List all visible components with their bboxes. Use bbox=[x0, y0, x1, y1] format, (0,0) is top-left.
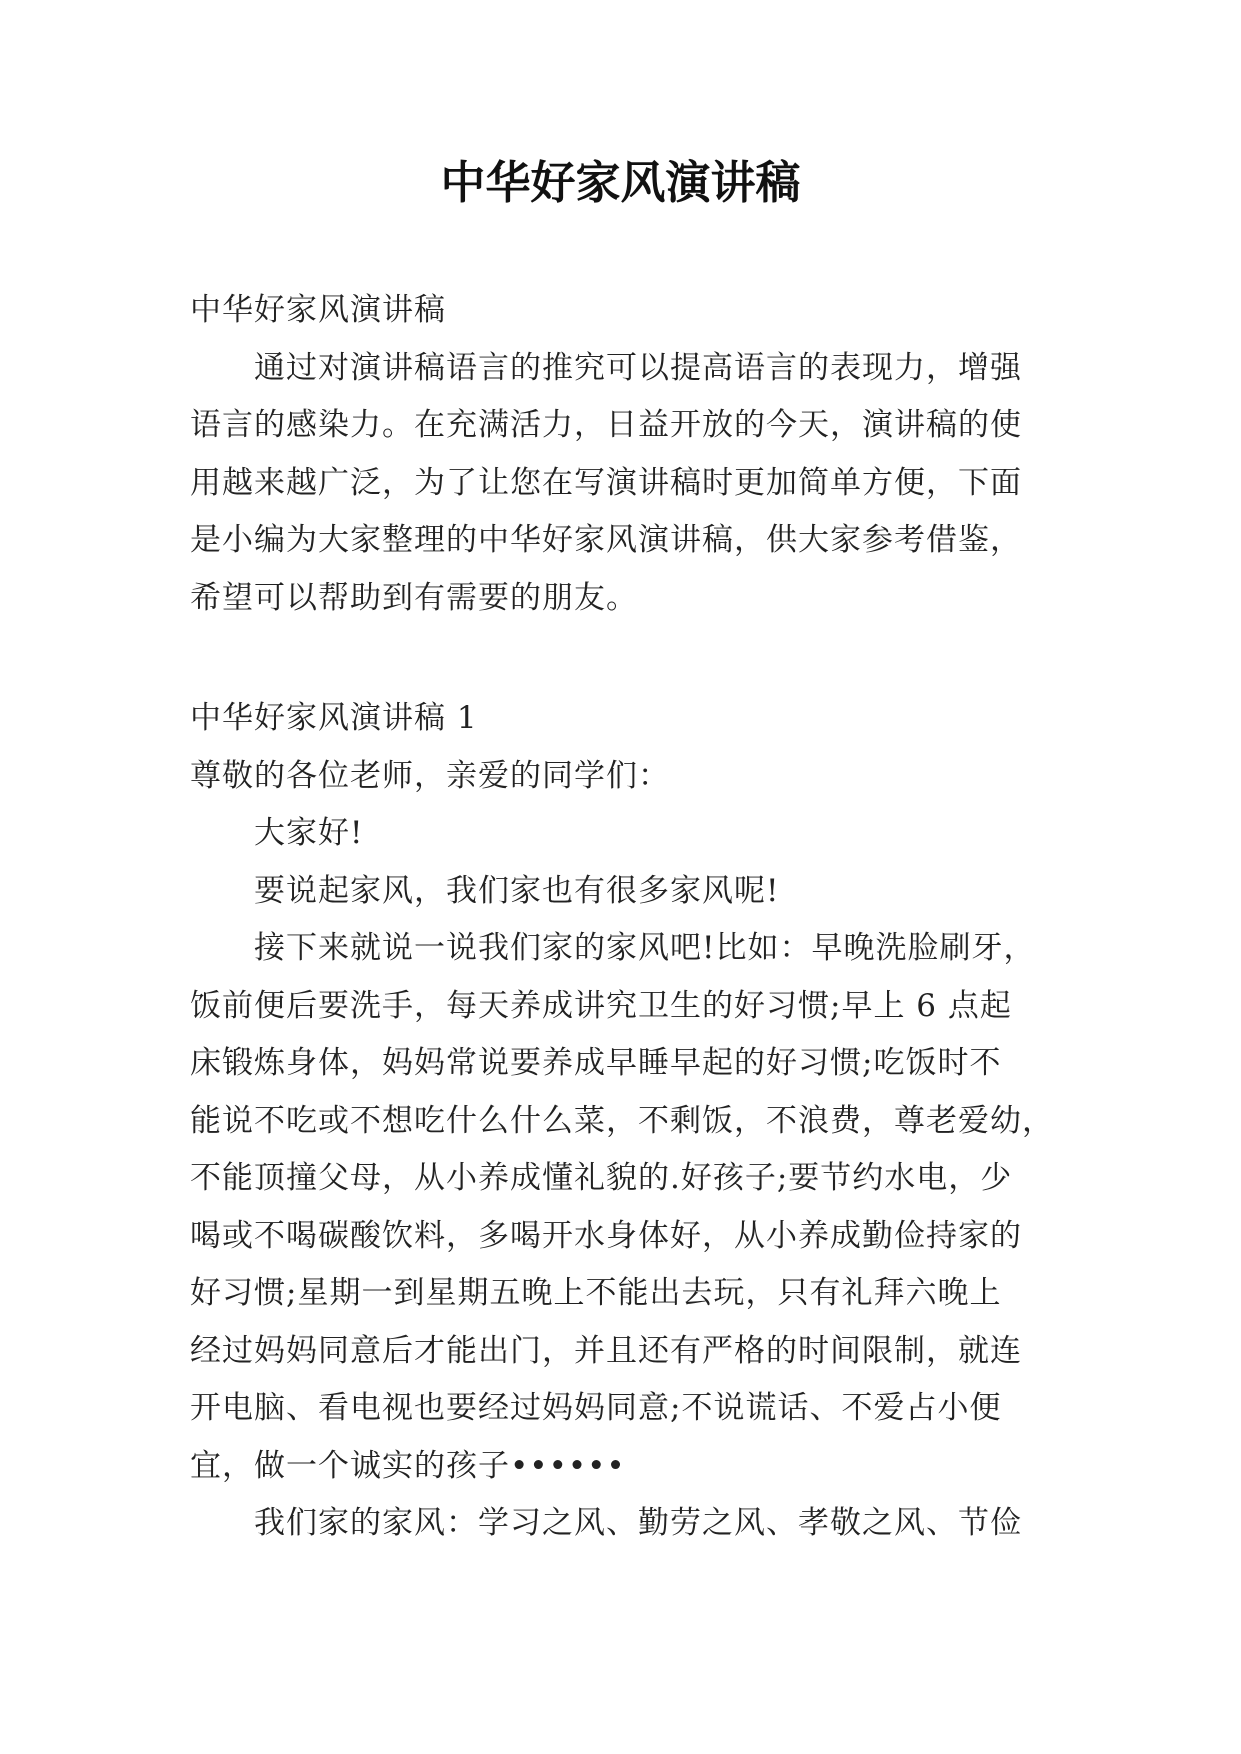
paragraph-line: 接下来就说一说我们家的家风吧!比如：早晚洗脸刷牙， bbox=[190, 930, 1036, 966]
subtitle-line: 中华好家风演讲稿 bbox=[190, 292, 446, 328]
paragraph-line: 开电脑、看电视也要经过妈妈同意;不说谎话、不爱占小便 bbox=[190, 1390, 1002, 1426]
paragraph-line: 饭前便后要洗手，每天养成讲究卫生的好习惯;早上 6 点起 bbox=[190, 987, 1012, 1024]
paragraph-line: 通过对演讲稿语言的推究可以提高语言的表现力，增强 bbox=[190, 349, 1022, 386]
paragraph-line: 大家好! bbox=[190, 815, 364, 851]
document-title: 中华好家风演讲稿 bbox=[440, 156, 801, 209]
salutation-line: 尊敬的各位老师，亲爱的同学们： bbox=[190, 757, 670, 794]
paragraph-line: 是小编为大家整理的中华好家风演讲稿，供大家参考借鉴， bbox=[190, 522, 1022, 558]
section-spacer bbox=[190, 627, 1070, 690]
paragraph-line: 床锻炼身体，妈妈常说要养成早睡早起的好习惯;吃饭时不 bbox=[190, 1045, 1002, 1081]
paragraph-line: 宜，做一个诚实的孩子•••••• bbox=[190, 1447, 626, 1484]
paragraph-line: 用越来越广泛，为了让您在写演讲稿时更加简单方便，下面 bbox=[190, 464, 1022, 501]
paragraph-line: 经过妈妈同意后才能出门，并且还有严格的时间限制，就连 bbox=[190, 1332, 1022, 1369]
paragraph-line: 不能顶撞父母，从小养成懂礼貌的.好孩子;要节约水电，少 bbox=[190, 1160, 1013, 1196]
paragraph-line: 希望可以帮助到有需要的朋友。 bbox=[190, 579, 638, 616]
paragraph-line: 语言的感染力。在充满活力，日益开放的今天，演讲稿的使 bbox=[190, 407, 1022, 443]
paragraph-line: 能说不吃或不想吃什么什么菜，不剩饭，不浪费，尊老爱幼， bbox=[190, 1102, 1054, 1139]
paragraph-line: 好习惯;星期一到星期五晚上不能出去玩，只有礼拜六晚上 bbox=[190, 1275, 1002, 1311]
document-body bbox=[190, 282, 1070, 1553]
section-heading: 中华好家风演讲稿 1 bbox=[190, 700, 478, 736]
paragraph-line: 要说起家风，我们家也有很多家风呢! bbox=[190, 872, 780, 909]
paragraph-line: 喝或不喝碳酸饮料，多喝开水身体好，从小养成勤俭持家的 bbox=[190, 1217, 1022, 1254]
paragraph-line: 我们家的家风：学习之风、勤劳之风、孝敬之风、节俭 bbox=[190, 1505, 1022, 1541]
